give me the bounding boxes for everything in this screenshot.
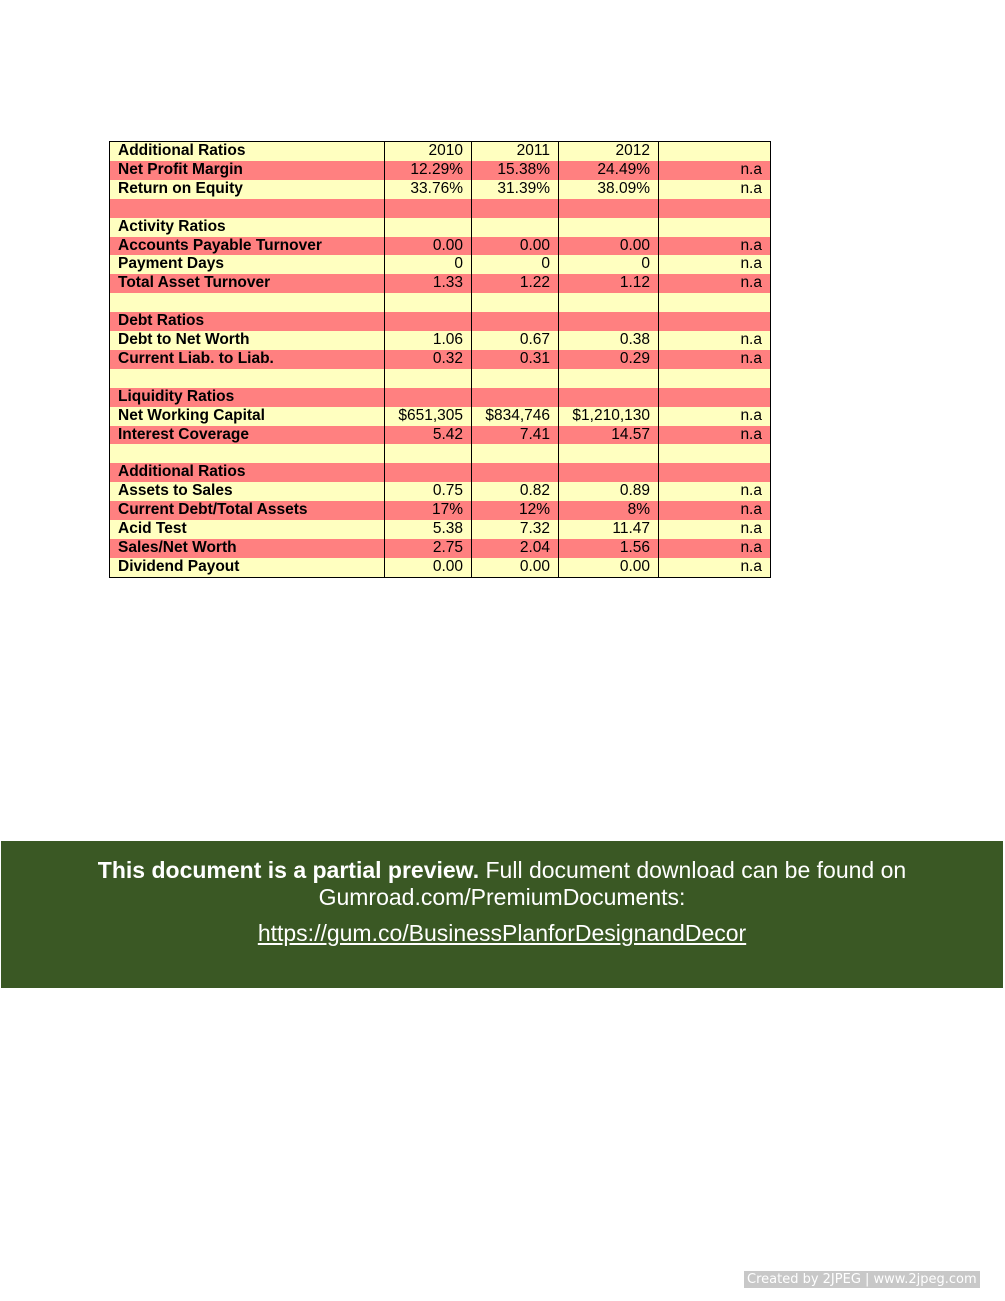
cell-value: 0.82 — [472, 482, 559, 501]
cell-value — [659, 369, 771, 388]
row-label: Debt to Net Worth — [110, 331, 385, 350]
table-row — [110, 237, 771, 256]
cell-value: 33.76% — [385, 180, 472, 199]
cell-value — [385, 199, 472, 218]
cell-value: 14.57 — [559, 426, 659, 445]
cell-value: 5.42 — [385, 426, 472, 445]
cell-value: 0 — [385, 255, 472, 274]
table-row — [110, 558, 771, 577]
cell-value — [659, 444, 771, 463]
cell-value: 38.09% — [559, 180, 659, 199]
cell-value — [472, 218, 559, 237]
cell-value: 12% — [472, 501, 559, 520]
row-label: Assets to Sales — [110, 482, 385, 501]
cell-value — [385, 218, 472, 237]
cell-value: n.a — [659, 180, 771, 199]
cell-value: n.a — [659, 520, 771, 539]
cell-value: 0.75 — [385, 482, 472, 501]
table-row — [110, 426, 771, 445]
cell-value: 0.32 — [385, 350, 472, 369]
cell-value — [559, 293, 659, 312]
cell-value — [472, 369, 559, 388]
cell-value — [559, 369, 659, 388]
cell-value — [659, 312, 771, 331]
row-label — [110, 369, 385, 388]
row-label: Return on Equity — [110, 180, 385, 199]
cell-value: 0.00 — [559, 237, 659, 256]
cell-value: 1.12 — [559, 274, 659, 293]
cell-value — [559, 463, 659, 482]
cell-value — [559, 199, 659, 218]
table-row — [110, 350, 771, 369]
table-row — [110, 255, 771, 274]
row-label: Total Asset Turnover — [110, 274, 385, 293]
row-label: Acid Test — [110, 520, 385, 539]
cell-value — [472, 293, 559, 312]
cell-value: 24.49% — [559, 161, 659, 180]
row-label: Current Debt/Total Assets — [110, 501, 385, 520]
row-label — [110, 444, 385, 463]
banner-text: Full document download can be found on — [479, 857, 907, 883]
cell-value — [659, 463, 771, 482]
cell-value: 7.32 — [472, 520, 559, 539]
cell-value: n.a — [659, 350, 771, 369]
cell-value: n.a — [659, 501, 771, 520]
table-row — [110, 463, 771, 482]
row-label: Additional Ratios — [110, 142, 385, 161]
table-row — [110, 293, 771, 312]
table-row — [110, 142, 771, 161]
row-label: Net Working Capital — [110, 407, 385, 426]
table-row — [110, 407, 771, 426]
row-label: Debt Ratios — [110, 312, 385, 331]
cell-value: n.a — [659, 426, 771, 445]
row-label: Payment Days — [110, 255, 385, 274]
cell-value: n.a — [659, 255, 771, 274]
cell-value: 0 — [472, 255, 559, 274]
cell-value: n.a — [659, 539, 771, 558]
cell-value — [472, 388, 559, 407]
table-row — [110, 218, 771, 237]
row-label: Additional Ratios — [110, 463, 385, 482]
cell-value: 31.39% — [472, 180, 559, 199]
cell-value: 2010 — [385, 142, 472, 161]
cell-value: $834,746 — [472, 407, 559, 426]
cell-value — [659, 218, 771, 237]
cell-value — [385, 463, 472, 482]
watermark: Created by 2JPEG | www.2jpeg.com — [744, 1271, 980, 1288]
cell-value — [559, 218, 659, 237]
table-row — [110, 520, 771, 539]
cell-value: 0.38 — [559, 331, 659, 350]
row-label: Accounts Payable Turnover — [110, 237, 385, 256]
cell-value: 0.00 — [559, 558, 659, 577]
cell-value: 1.22 — [472, 274, 559, 293]
cell-value: 15.38% — [472, 161, 559, 180]
cell-value: 0 — [559, 255, 659, 274]
cell-value — [385, 369, 472, 388]
cell-value: n.a — [659, 331, 771, 350]
cell-value: n.a — [659, 482, 771, 501]
cell-value: $651,305 — [385, 407, 472, 426]
cell-value: 8% — [559, 501, 659, 520]
cell-value: 0.29 — [559, 350, 659, 369]
cell-value: n.a — [659, 161, 771, 180]
cell-value: 1.56 — [559, 539, 659, 558]
cell-value — [659, 293, 771, 312]
row-label: Dividend Payout — [110, 558, 385, 577]
cell-value: 7.41 — [472, 426, 559, 445]
row-label: Interest Coverage — [110, 426, 385, 445]
cell-value: n.a — [659, 237, 771, 256]
cell-value: 2.75 — [385, 539, 472, 558]
cell-value: 2012 — [559, 142, 659, 161]
cell-value — [385, 293, 472, 312]
cell-value — [472, 444, 559, 463]
cell-value: 1.33 — [385, 274, 472, 293]
row-label: Liquidity Ratios — [110, 388, 385, 407]
cell-value — [385, 312, 472, 331]
cell-value: 0.31 — [472, 350, 559, 369]
row-label: Current Liab. to Liab. — [110, 350, 385, 369]
cell-value — [385, 444, 472, 463]
cell-value — [559, 444, 659, 463]
download-link[interactable]: https://gum.co/BusinessPlanforDesignandDecor — [257, 920, 747, 946]
table-row — [110, 180, 771, 199]
ratios-table — [109, 141, 771, 578]
cell-value: 1.06 — [385, 331, 472, 350]
cell-value: 5.38 — [385, 520, 472, 539]
cell-value — [559, 312, 659, 331]
row-label: Sales/Net Worth — [110, 539, 385, 558]
cell-value — [659, 142, 771, 161]
table-row — [110, 539, 771, 558]
cell-value: 2.04 — [472, 539, 559, 558]
preview-banner — [1, 841, 1003, 988]
table-row — [110, 369, 771, 388]
row-label — [110, 199, 385, 218]
cell-value — [659, 388, 771, 407]
cell-value — [659, 199, 771, 218]
cell-value: n.a — [659, 558, 771, 577]
cell-value — [559, 388, 659, 407]
row-label: Activity Ratios — [110, 218, 385, 237]
cell-value: 12.29% — [385, 161, 472, 180]
cell-value: 0.89 — [559, 482, 659, 501]
cell-value: 11.47 — [559, 520, 659, 539]
cell-value: 0.00 — [472, 558, 559, 577]
cell-value: 0.00 — [472, 237, 559, 256]
banner-text-2: Gumroad.com/PremiumDocuments: — [318, 884, 686, 910]
table-row — [110, 331, 771, 350]
cell-value — [472, 312, 559, 331]
cell-value: 0.00 — [385, 558, 472, 577]
cell-value: n.a — [659, 274, 771, 293]
cell-value — [472, 463, 559, 482]
cell-value: $1,210,130 — [559, 407, 659, 426]
table-row — [110, 161, 771, 180]
table-row — [110, 501, 771, 520]
table-row — [110, 312, 771, 331]
table-row — [110, 274, 771, 293]
cell-value: n.a — [659, 407, 771, 426]
table-row — [110, 444, 771, 463]
cell-value: 0.00 — [385, 237, 472, 256]
row-label: Net Profit Margin — [110, 161, 385, 180]
table-row — [110, 388, 771, 407]
row-label — [110, 293, 385, 312]
table-row — [110, 199, 771, 218]
table-row — [110, 482, 771, 501]
cell-value — [385, 388, 472, 407]
cell-value — [472, 199, 559, 218]
cell-value: 17% — [385, 501, 472, 520]
cell-value: 2011 — [472, 142, 559, 161]
cell-value: 0.67 — [472, 331, 559, 350]
banner-bold-text: This document is a partial preview. — [97, 857, 480, 883]
